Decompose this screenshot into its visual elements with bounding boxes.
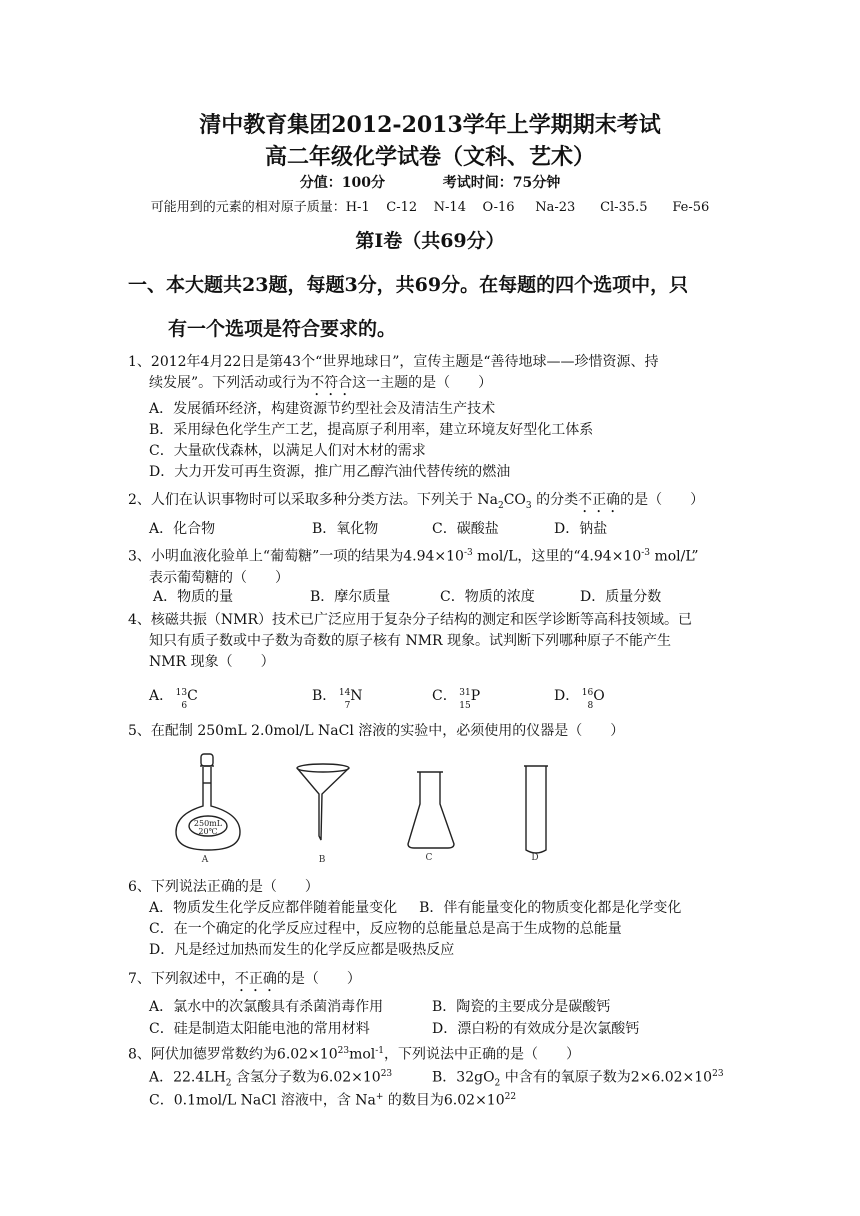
q2-option-a: A．化合物: [149, 521, 216, 537]
q2-option-b: B．氧化物: [312, 521, 379, 537]
q4-line3: NMR 现象（ ）: [149, 654, 275, 670]
q4-option-d: D． 16 8 O: [554, 688, 605, 711]
q8-option-b: B．$32gO_2$ 中含有的氧原子数为$2\times 6.02\times 10^{23}$: [432, 1069, 724, 1089]
q2-option-c: C．碳酸盐: [432, 521, 499, 537]
q3-option-d: D．质量分数: [580, 589, 662, 605]
q8-option-c: C．0.1mol/L NaCl 溶液中，含 Na+ 的数目为$6.02\times 10^{22}$: [149, 1092, 517, 1109]
q4-option-a: A． 13 6 C: [149, 688, 198, 711]
apparatus-label-c: C: [425, 853, 433, 863]
question-7: [128, 969, 738, 995]
q1-option-c: C．大量砍伐森林，以满足人们对木材的需求: [149, 443, 426, 459]
q7-option-c: C．硅是制造太阳能电池的常用材料: [149, 1021, 370, 1037]
time-text: 考试时间：75分钟: [442, 175, 561, 191]
section-heading: 第Ⅰ卷（共69分）: [355, 230, 505, 252]
apparatus-label-d: D: [531, 853, 539, 863]
q3-option-b: B．摩尔质量: [310, 589, 391, 605]
q4-option-c: C． 31 15 P: [432, 688, 481, 711]
q4-line2: 知只有质子数或中子数为奇数的原子核有 NMR 现象。试判断下列哪种原子不能产生: [149, 633, 672, 649]
score-text: 分值：100分: [299, 175, 385, 191]
apparatus-label-b: B: [318, 855, 326, 865]
q8-option-a: A．$22.4LH_2$ 含氢分子数为$6.02\times 10^{23}$: [149, 1069, 393, 1089]
q4-option-b: B． 14 7 N: [312, 688, 363, 711]
q1-option-a: A．发展循环经济，构建资源节约型社会及清洁生产技术: [149, 401, 496, 417]
part-instruction-line2: 有一个选项是符合要求的。: [168, 318, 397, 340]
q7-stem: 7、下列叙述中，不正确的是（ ）: [128, 971, 361, 987]
question-5-stem: 5、在配制 250mL 2.0mol/L NaCl 溶液的实验中，必须使用的仪器是（ ）: [128, 723, 625, 739]
q1-line2: 续发展”。下列活动或行为不符合这一主题的是（ ）: [149, 375, 493, 391]
flask-label-temp: 20℃: [198, 827, 218, 836]
q3-option-c: C．物质的浓度: [440, 589, 535, 605]
exam-title-line1: 清中教育集团2012-2013学年上学期期末考试: [199, 112, 661, 138]
q6-option-d: D．凡是经过加热而发生的化学反应都是吸热反应: [149, 942, 455, 958]
apparatus-label-a: A: [201, 855, 209, 865]
q7-option-d: D．漂白粉的有效成分是次氯酸钙: [432, 1021, 640, 1037]
q6-option-c: C．在一个确定的化学反应过程中，反应物的总能量总是高于生成物的总能量: [149, 921, 622, 937]
volumetric-flask-icon: [176, 754, 240, 850]
q2-option-d: D．钠盐: [554, 521, 608, 537]
q7-emphasis: 不正确: [234, 971, 277, 987]
question-6: [128, 877, 748, 961]
q1-line1: 1、2012年4月22日是第43个“世界地球日”，宣传主题是“善待地球——珍惜资源、持: [128, 354, 659, 370]
q1-option-d: D．大力开发可再生资源，推广用乙醇汽油代替传统的燃油: [149, 464, 511, 480]
part-instruction-line1: 一、本大题共23题，每题3分，共69分。在每题的四个选项中，只: [128, 274, 689, 296]
q7-option-b: B．陶瓷的主要成分是碳酸钙: [432, 999, 611, 1015]
q7-option-a: A．氯水中的次氯酸具有杀菌消毒作用: [149, 999, 384, 1015]
q3-line2: 表示葡萄糖的（ ）: [149, 569, 289, 586]
q4-line1: 4、核磁共振（NMR）技术已广泛应用于复杂分子结构的测定和医学诊断等高科技领域。已: [128, 612, 693, 628]
q1-option-b: B．采用绿色化学生产工艺，提高原子利用率，建立环境友好型化工体系: [149, 422, 594, 438]
q1-emphasis: 不符合: [310, 375, 353, 391]
atomic-masses: 可能用到的元素的相对原子质量：H-1 C-12 N-14 O-16 Na-23 Cl-35.5 Fe-56: [150, 200, 710, 215]
question-8-stem: 8、阿伏加德罗常数约为$6.02\times 10^{23}mol^{-1}$，下列说法中正确的是（ ）: [128, 1046, 581, 1063]
cylinder-icon: [524, 766, 548, 853]
exam-meta: [0, 172, 860, 192]
q3-option-a: A．物质的量: [153, 589, 234, 605]
q6-options-ab: A．物质发生化学反应都伴随着能量变化 B．伴有能量变化的物质变化都是化学变化: [149, 900, 682, 916]
flask-label-volume: 250mL: [193, 819, 223, 828]
question-1: [128, 352, 738, 483]
apparatus-figure: [150, 748, 570, 868]
q2-emphasis: 不正确: [578, 492, 621, 508]
question-4-stem: [128, 610, 748, 673]
question-2-stem: 2、人们在认识事物时可以采取多种分类方法。下列关于 $Na_2CO_3$ 的分类不正确的是（ ）: [128, 492, 705, 511]
funnel-icon: [297, 764, 349, 840]
conical-flask-icon: [408, 772, 454, 848]
exam-title-line2: 高二年级化学试卷（文科、艺术）: [264, 144, 595, 170]
question-3-stem: 3、小明血液化验单上“葡萄糖”一项的结果为$4.94\times 10^{-3}$ mol/L，这里的“$4.94\times 10^{-3}$ mol/L” 表示葡萄糖的（ ）: [128, 543, 758, 589]
q6-stem: 6、下列说法正确的是（ ）: [128, 879, 319, 895]
